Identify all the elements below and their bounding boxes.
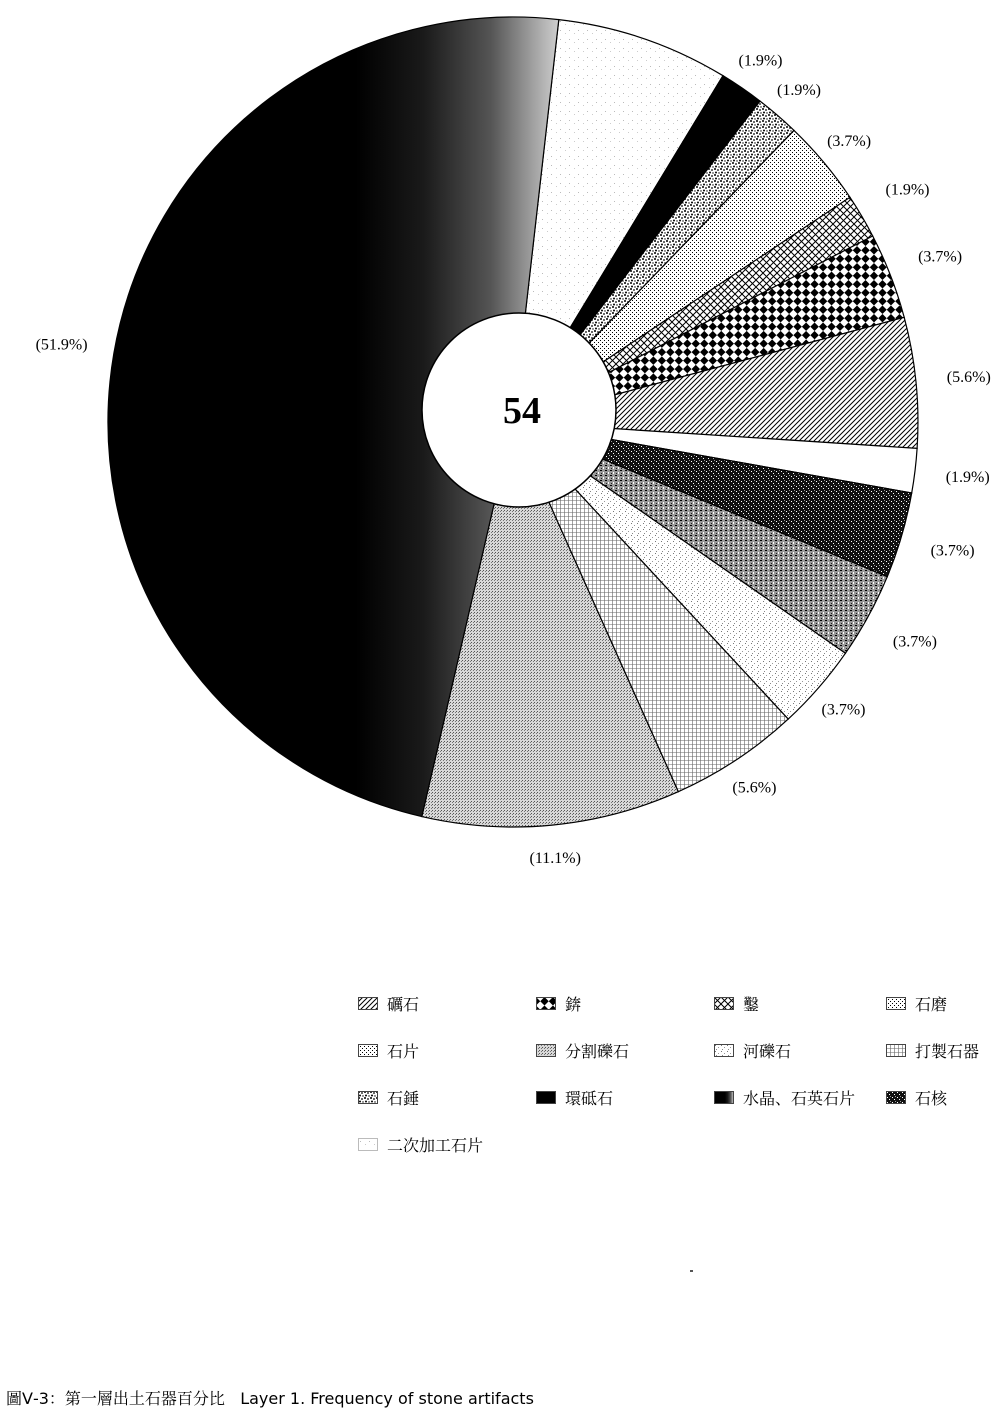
slice-percent-label: (1.9%): [885, 181, 930, 199]
legend-label: 打製石器: [915, 1041, 980, 1061]
legend-swatch: [358, 1044, 378, 1057]
legend-label: 鑿: [743, 994, 760, 1014]
legend-label: 環砥石: [565, 1088, 614, 1108]
legend-item: [886, 990, 998, 1016]
slice-percent-label: (3.7%): [821, 701, 866, 719]
legend-item: [358, 1131, 536, 1157]
legend-swatch: [886, 1091, 906, 1104]
slice-percent-label: (3.7%): [892, 633, 937, 651]
legend-label: 河礫石: [743, 1041, 792, 1061]
slice-percent-label: (5.6%): [732, 779, 777, 797]
legend-item: [536, 1084, 714, 1110]
legend-label: 水晶、石英石片: [743, 1088, 856, 1108]
legend-label: 石核: [915, 1088, 948, 1108]
legend-item: [358, 990, 536, 1016]
legend-swatch: [536, 1091, 556, 1104]
legend-item: [358, 1037, 536, 1063]
legend-label: 分割礫石: [565, 1041, 630, 1061]
legend-label: 石錘: [387, 1088, 420, 1108]
legend-item: [358, 1084, 536, 1110]
legend-item: [536, 990, 714, 1016]
legend-swatch: [886, 997, 906, 1010]
legend-item: [886, 1037, 998, 1063]
legend-item: [714, 1037, 886, 1063]
legend-label: 礪石: [387, 994, 420, 1014]
legend-label: 石磨: [915, 994, 948, 1014]
slice-percent-label: (1.9%): [777, 82, 821, 100]
caption-english: Layer 1. Frequency of stone artifacts: [240, 1389, 534, 1408]
scan-mark: [690, 1270, 693, 1272]
slice-percent-label: (3.7%): [930, 542, 975, 560]
slice-percent-label: (11.1%): [529, 850, 581, 867]
legend-label: 二次加工石片: [387, 1135, 484, 1155]
figure-caption: [6, 1386, 534, 1409]
legend-swatch: [886, 1044, 906, 1057]
legend-swatch: [358, 1091, 378, 1104]
legend-item: [886, 1084, 998, 1110]
slice-percent-label: (3.7%): [827, 133, 872, 151]
total-count: 54: [503, 390, 541, 432]
slice-percent-label: (1.9%): [945, 469, 990, 487]
legend-label: 錛: [565, 994, 582, 1014]
caption-chinese: 圖Ⅴ-3：第一層出土石器百分比: [6, 1389, 225, 1408]
slice-percent-label: (1.9%): [738, 52, 783, 70]
legend-swatch: [536, 1044, 556, 1057]
legend-swatch: [536, 997, 556, 1010]
legend-swatch: [714, 1044, 734, 1057]
legend-swatch: [358, 1138, 378, 1151]
slice-percent-label: (5.6%): [946, 369, 991, 387]
legend-item: [714, 1084, 886, 1110]
legend-swatch: [714, 1091, 734, 1104]
legend-item: [536, 1037, 714, 1063]
slice-percent-label: (3.7%): [918, 248, 963, 266]
legend-swatch: [358, 997, 378, 1010]
legend: [358, 990, 998, 1157]
slice-percent-label: (51.9%): [35, 336, 88, 354]
legend-label: 石片: [387, 1041, 420, 1061]
legend-swatch: [714, 997, 734, 1010]
legend-item: [714, 990, 886, 1016]
